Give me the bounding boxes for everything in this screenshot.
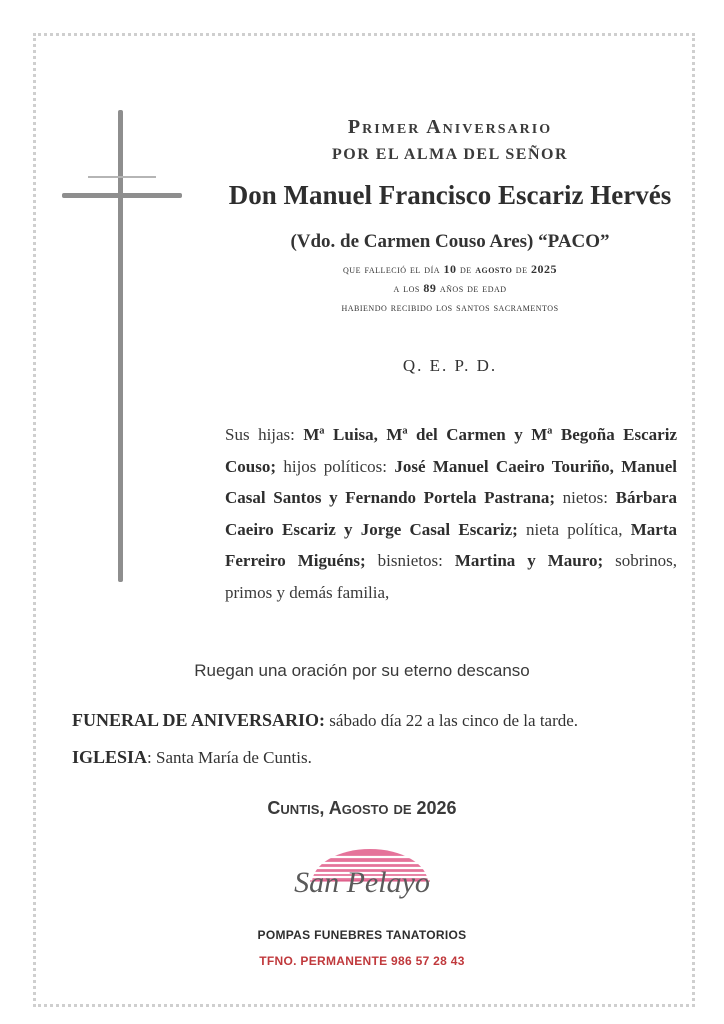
death-date-line: que falleció el día 10 de agosto de 2025: [343, 262, 557, 276]
widower-line: (Vdo. de Carmen Couso Ares) “PACO”: [290, 231, 610, 252]
company-phone: TFNO. PERMANENTE 986 57 28 43: [259, 954, 465, 968]
notice-subtitle: POR EL ALMA DEL SEÑOR: [332, 146, 568, 163]
funeral-line: FUNERAL DE ANIVERSARIO: sábado día 22 a las cinco de la tarde.: [72, 710, 579, 730]
deceased-name: Don Manuel Francisco Escariz Hervés: [228, 180, 672, 210]
sacraments-line: habiendo recibido los santos sacramentos: [341, 300, 559, 314]
place-date: Cuntis, Agosto de 2026: [267, 798, 457, 818]
qepd: Q. E. P. D.: [402, 356, 498, 375]
company-name: POMPAS FUNEBRES TANATORIOS: [257, 928, 467, 942]
age-line: a los 89 años de edad: [393, 281, 507, 295]
notice-title: Primer Aniversario: [347, 116, 553, 138]
prayer-request: Ruegan una oración por su eterno descanso: [194, 661, 530, 680]
church-line: IGLESIA: Santa María de Cuntis.: [72, 747, 312, 767]
family-paragraph: Sus hijas: Mª Luisa, Mª del Carmen y Mª Begoña Escariz Couso; hijos políticos: José Manuel Caeiro Touriño, Manuel Casal Santos y Fernando Portela Pastrana; nietos: Bárbara Caeiro Escariz y Jorge Casal Escariz; nieta política, Marta Ferreiro Miguéns; bisnietos: Martina y Mauro; sobrinos, primos y demás familia,: [225, 425, 677, 602]
company-logo-text: San Pelayo: [294, 866, 430, 899]
